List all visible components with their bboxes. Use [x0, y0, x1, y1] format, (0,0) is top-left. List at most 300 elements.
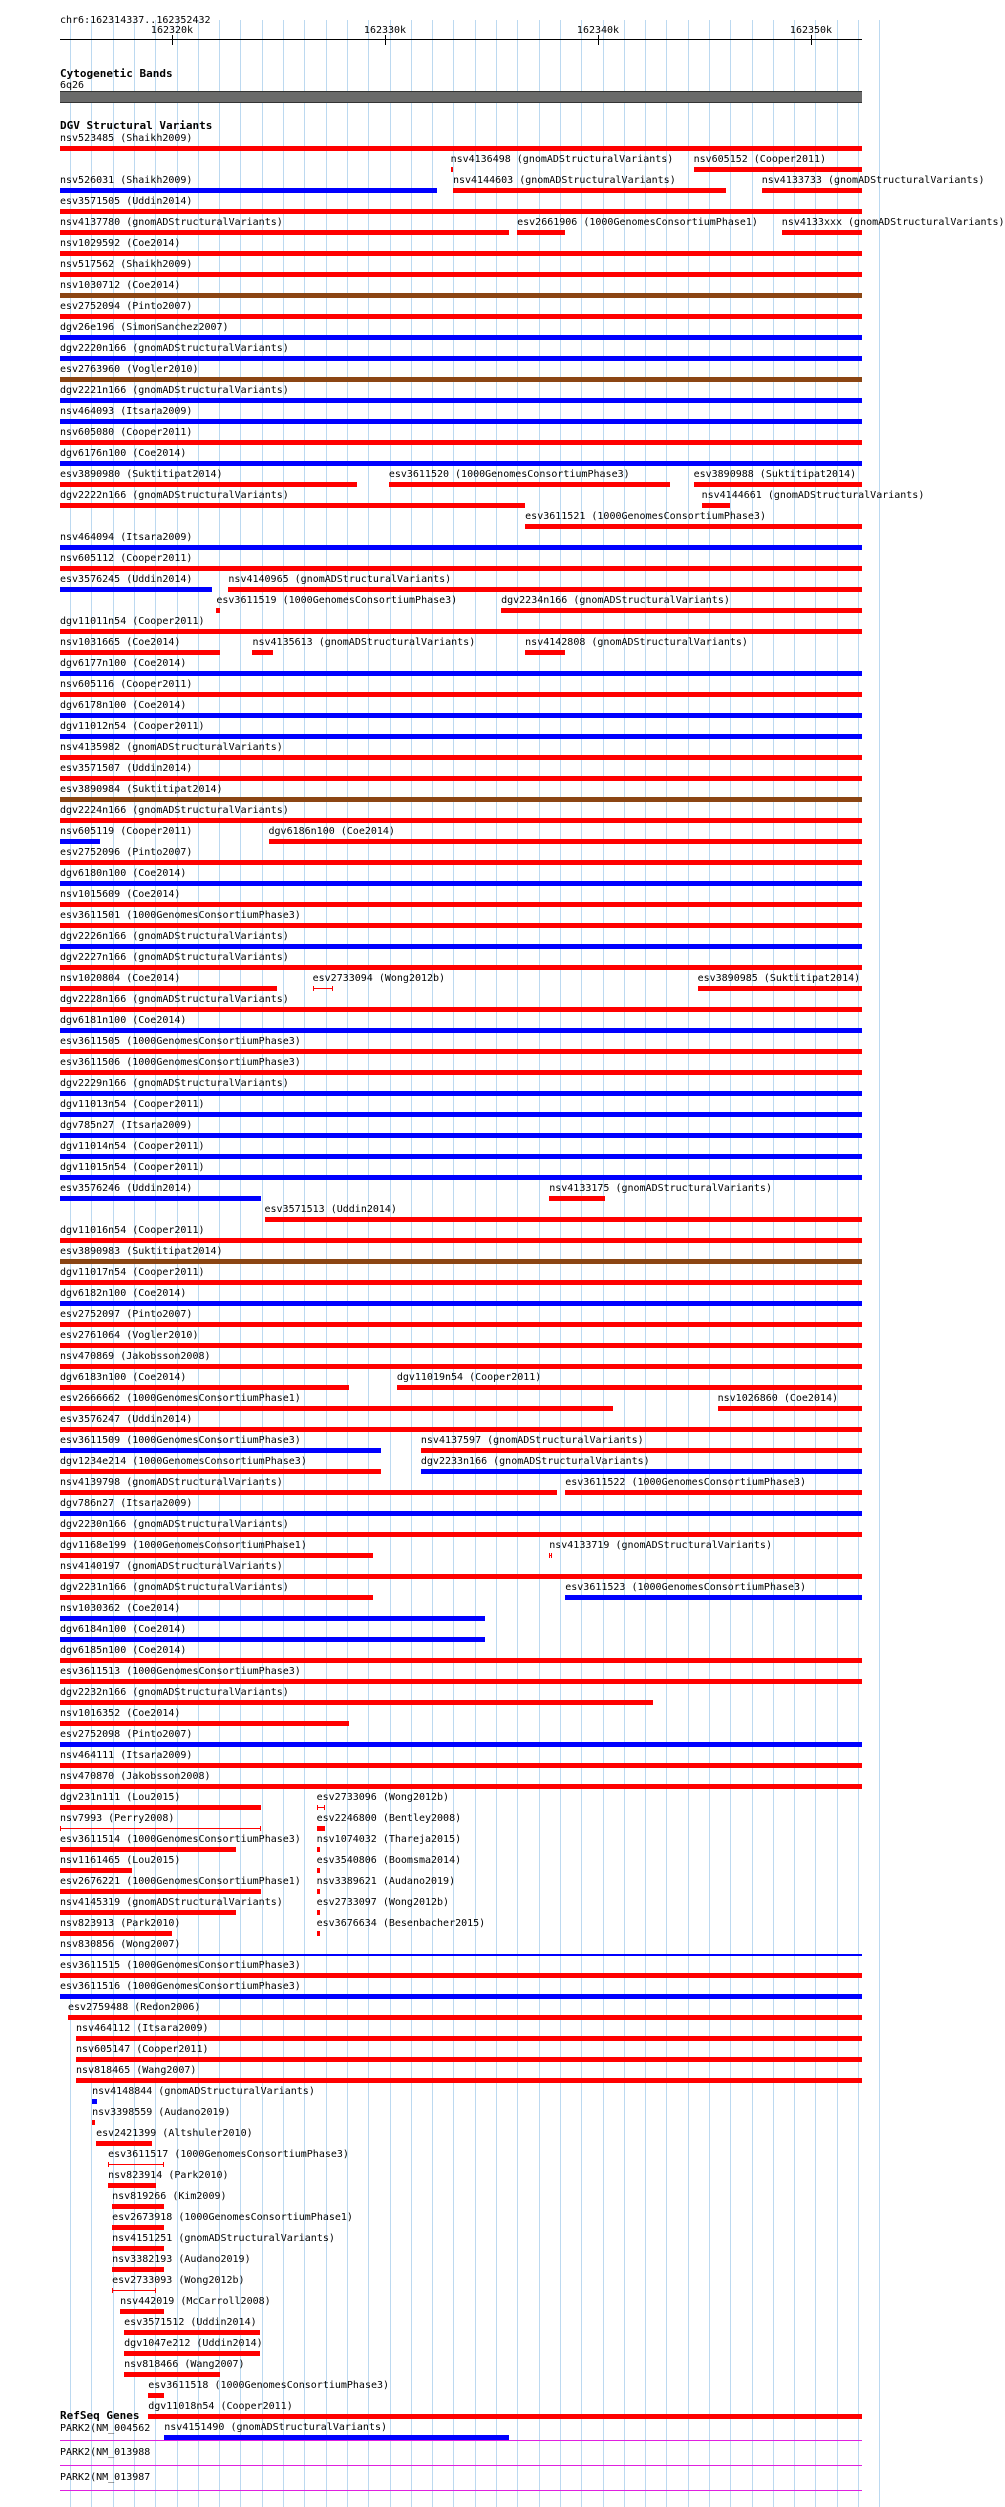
variant-bar[interactable] [525, 650, 565, 655]
variant-bar[interactable] [124, 2330, 260, 2335]
variant-label: nsv4142808 (gnomADStructuralVariants) [525, 637, 748, 648]
variant-bar[interactable] [148, 2393, 164, 2398]
variant-label: nsv605119 (Cooper2011) [60, 826, 193, 837]
variant-bar[interactable] [60, 1742, 862, 1747]
variant-label: dgv11018n54 (Cooper2011) [148, 2401, 293, 2412]
variant-bar[interactable] [313, 988, 333, 989]
variant-label: nsv1161465 (Lou2015) [60, 1855, 181, 1866]
variant-bar[interactable] [60, 419, 862, 424]
variant-label: nsv1030362 (Coe2014) [60, 1603, 181, 1614]
variant-label: nsv4151490 (gnomADStructuralVariants) [164, 2422, 388, 2433]
variant-label: esv3890984 (Suktitipat2014) [60, 784, 223, 795]
variant-label: nsv1015609 (Coe2014) [60, 889, 181, 900]
variant-label: esv2759488 (Redon2006) [68, 2002, 201, 2013]
dgv-track-title: DGV Structural Variants [60, 119, 213, 132]
variant-label: dgv231n111 (Lou2015) [60, 1792, 181, 1803]
variant-bar[interactable] [60, 1385, 349, 1390]
variant-label: nsv4136498 (gnomADStructuralVariants) [450, 154, 674, 165]
variant-bar[interactable] [60, 1259, 862, 1264]
variant-label: esv2733096 (Wong2012b) [316, 1792, 450, 1803]
variant-bar[interactable] [60, 1448, 381, 1453]
variant-bar[interactable] [397, 1385, 862, 1390]
variant-bar[interactable] [718, 1406, 862, 1411]
variant-bar[interactable] [60, 629, 862, 634]
variant-bar[interactable] [60, 1658, 862, 1663]
variant-bar[interactable] [216, 608, 220, 613]
gene-label: PARK2(NM_004562 [60, 2423, 151, 2434]
variant-label: nsv4140197 (gnomADStructuralVariants) [60, 1561, 283, 1572]
variant-bar[interactable] [60, 965, 862, 970]
variant-bar[interactable] [501, 608, 862, 613]
variant-bar[interactable] [762, 188, 862, 193]
variant-bar[interactable] [60, 881, 862, 886]
variant-label: nsv4137597 (gnomADStructuralVariants) [420, 1435, 644, 1446]
variant-bar[interactable] [60, 377, 862, 382]
variant-bar[interactable] [60, 440, 862, 445]
variant-label: nsv3382193 (Audano2019) [112, 2254, 251, 2265]
variant-bar[interactable] [60, 482, 357, 487]
variant-bar[interactable] [60, 230, 509, 235]
variant-bar[interactable] [60, 734, 862, 739]
variant-label: esv3611516 (1000GenomesConsortiumPhase3) [60, 1981, 301, 1992]
variant-label: dgv6182n100 (Coe2014) [60, 1288, 187, 1299]
variant-label: esv2752094 (Pinto2007) [60, 301, 193, 312]
variant-label: nsv464093 (Itsara2009) [60, 406, 193, 417]
variant-bar[interactable] [60, 1973, 862, 1978]
variant-bar[interactable] [60, 545, 862, 550]
variant-bar[interactable] [60, 1511, 862, 1516]
variant-bar[interactable] [60, 1910, 236, 1915]
variant-label: esv3611522 (1000GenomesConsortiumPhase3) [565, 1477, 807, 1488]
variant-label: nsv4133719 (gnomADStructuralVariants) [549, 1540, 772, 1551]
variant-label: nsv1016352 (Coe2014) [60, 1708, 181, 1719]
variant-bar[interactable] [60, 1343, 862, 1348]
variant-bar[interactable] [389, 482, 670, 487]
variant-bar[interactable] [60, 1238, 862, 1243]
variant-bar[interactable] [317, 1889, 320, 1894]
variant-label: esv3571505 (Uddin2014) [60, 196, 193, 207]
variant-tick [163, 2162, 164, 2167]
variant-label: esv3611518 (1000GenomesConsortiumPhase3) [148, 2380, 390, 2391]
variant-label: nsv818465 (Wang2007) [76, 2065, 197, 2076]
variant-bar[interactable] [76, 2078, 862, 2083]
ruler-label: 162320k [150, 25, 194, 36]
variant-label: dgv11016n54 (Cooper2011) [60, 1225, 205, 1236]
variant-bar[interactable] [421, 1448, 862, 1453]
variant-bar[interactable] [112, 2290, 156, 2291]
gene-label: PARK2(NM_013988 [60, 2447, 151, 2458]
variant-bar[interactable] [148, 2414, 862, 2419]
variant-label: nsv470869 (Jakobsson2008) [60, 1351, 211, 1362]
variant-tick [155, 2288, 156, 2293]
variant-label: nsv4137780 (gnomADStructuralVariants) [60, 217, 283, 228]
variant-bar[interactable] [108, 2164, 164, 2165]
variant-bar[interactable] [60, 1553, 373, 1558]
variant-bar[interactable] [60, 146, 862, 151]
ruler-tick [385, 35, 386, 45]
variant-label: nsv4135613 (gnomADStructuralVariants) [252, 637, 476, 648]
variant-bar[interactable] [317, 1931, 320, 1936]
variant-bar[interactable] [317, 1868, 320, 1873]
variant-label: dgv11011n54 (Cooper2011) [60, 616, 205, 627]
variant-label: esv3611506 (1000GenomesConsortiumPhase3) [60, 1057, 301, 1068]
variant-bar[interactable] [60, 1322, 862, 1327]
variant-bar[interactable] [269, 839, 862, 844]
variant-bar[interactable] [108, 2183, 156, 2188]
variant-label: esv2733094 (Wong2012b) [312, 973, 446, 984]
variant-tick [317, 1805, 318, 1810]
ruler-line [60, 39, 862, 40]
gene-label: PARK2(NM_013987 [60, 2472, 151, 2483]
variant-bar[interactable] [92, 2120, 95, 2125]
variant-bar[interactable] [565, 1595, 862, 1600]
variant-label: dgv2221n166 (gnomADStructuralVariants) [60, 385, 289, 396]
variant-bar[interactable] [60, 1679, 862, 1684]
variant-label: nsv605147 (Cooper2011) [76, 2044, 209, 2055]
variant-label: esv2666662 (1000GenomesConsortiumPhase1) [60, 1393, 301, 1404]
variant-label: dgv1234e214 (1000GenomesConsortiumPhase3) [60, 1456, 307, 1467]
variant-bar[interactable] [453, 188, 726, 193]
variant-bar[interactable] [60, 1196, 261, 1201]
variant-bar[interactable] [228, 587, 862, 592]
variant-label: dgv2226n166 (gnomADStructuralVariants) [60, 931, 289, 942]
variant-label: nsv1074032 (Thareja2015) [316, 1834, 462, 1845]
variant-label: dgv2227n166 (gnomADStructuralVariants) [60, 952, 289, 963]
variant-label: esv3611509 (1000GenomesConsortiumPhase3) [60, 1435, 301, 1446]
variant-label: nsv605152 (Cooper2011) [693, 154, 827, 165]
variant-bar[interactable] [782, 230, 862, 235]
variant-bar[interactable] [92, 2099, 97, 2104]
variant-bar[interactable] [60, 1154, 862, 1159]
gene-line[interactable] [60, 2465, 862, 2466]
variant-bar[interactable] [60, 1427, 862, 1432]
variant-label: nsv464111 (Itsara2009) [60, 1750, 193, 1761]
variant-label: nsv1026860 (Coe2014) [717, 1393, 839, 1404]
variant-bar[interactable] [317, 1826, 325, 1831]
variant-bar[interactable] [60, 293, 862, 298]
variant-label: esv3611501 (1000GenomesConsortiumPhase3) [60, 910, 301, 921]
variant-label: nsv464112 (Itsara2009) [76, 2023, 209, 2034]
variant-label: esv2421399 (Altshuler2010) [96, 2128, 253, 2139]
variant-bar[interactable] [60, 1595, 373, 1600]
variant-tick [452, 167, 453, 172]
variant-label: esv3571513 (Uddin2014) [264, 1204, 397, 1215]
variant-label: esv3890985 (Suktitipat2014) [697, 973, 861, 984]
variant-label: dgv1047e212 (Uddin2014) [124, 2338, 263, 2349]
variant-label: nsv4135982 (gnomADStructuralVariants) [60, 742, 283, 753]
variant-label: nsv3398559 (Audano2019) [92, 2107, 231, 2118]
variant-bar[interactable] [60, 503, 525, 508]
variant-tick [551, 1553, 552, 1558]
variant-label: nsv823913 (Park2010) [60, 1918, 181, 1929]
variant-label: dgv6180n100 (Coe2014) [60, 868, 187, 879]
variant-bar[interactable] [60, 1301, 862, 1306]
variant-label: esv3611519 (1000GenomesConsortiumPhase3) [216, 595, 458, 606]
variant-label: esv2246800 (Bentley2008) [316, 1813, 462, 1824]
variant-bar[interactable] [702, 503, 730, 508]
cytoband-label: 6q26 [60, 80, 85, 91]
variant-label: nsv1020804 (Coe2014) [60, 973, 181, 984]
variant-label: dgv6177n100 (Coe2014) [60, 658, 187, 669]
variant-bar[interactable] [60, 1805, 261, 1810]
variant-label: esv2676221 (1000GenomesConsortiumPhase1) [60, 1876, 301, 1887]
variant-bar[interactable] [76, 2036, 862, 2041]
variant-bar[interactable] [60, 566, 862, 571]
ruler-label: 162350k [789, 25, 833, 36]
variant-bar[interactable] [60, 1049, 862, 1054]
variant-label: esv2661906 (1000GenomesConsortiumPhase1) [517, 217, 758, 228]
variant-tick [112, 2288, 113, 2293]
variant-label: esv3571507 (Uddin2014) [60, 763, 193, 774]
variant-bar[interactable] [60, 1007, 862, 1012]
variant-bar[interactable] [60, 1828, 261, 1829]
grid-line [879, 20, 880, 2507]
variant-bar[interactable] [60, 1070, 862, 1075]
variant-bar[interactable] [60, 692, 862, 697]
variant-bar[interactable] [549, 1196, 605, 1201]
variant-tick [324, 1805, 325, 1810]
position-readout: chr6:162314337..162352432 [60, 15, 211, 26]
ruler-tick [598, 35, 599, 45]
variant-label: esv3676634 (Besenbacher2015) [316, 1918, 486, 1929]
cytoband[interactable] [60, 91, 862, 103]
variant-bar[interactable] [60, 209, 862, 214]
variant-bar[interactable] [60, 1490, 557, 1495]
variant-label: dgv2230n166 (gnomADStructuralVariants) [60, 1519, 289, 1530]
variant-bar[interactable] [60, 1280, 862, 1285]
variant-bar[interactable] [76, 2057, 862, 2062]
variant-label: dgv11017n54 (Cooper2011) [60, 1267, 205, 1278]
variant-label: nsv517562 (Shaikh2009) [60, 259, 193, 270]
variant-bar[interactable] [60, 1954, 862, 1956]
variant-label: esv3611513 (1000GenomesConsortiumPhase3) [60, 1666, 301, 1677]
variant-label: dgv11013n54 (Cooper2011) [60, 1099, 205, 1110]
variant-label: dgv2224n166 (gnomADStructuralVariants) [60, 805, 289, 816]
variant-bar[interactable] [112, 2204, 164, 2209]
variant-label: esv3611520 (1000GenomesConsortiumPhase3) [388, 469, 630, 480]
variant-label: dgv6181n100 (Coe2014) [60, 1015, 187, 1026]
variant-bar[interactable] [60, 818, 862, 823]
variant-label: nsv4139798 (gnomADStructuralVariants) [60, 1477, 283, 1488]
variant-label: nsv1030712 (Coe2014) [60, 280, 181, 291]
variant-bar[interactable] [60, 776, 862, 781]
variant-label: esv3890988 (Suktitipat2014) [693, 469, 857, 480]
variant-bar[interactable] [60, 923, 862, 928]
variant-label: dgv2220n166 (gnomADStructuralVariants) [60, 343, 289, 354]
variant-label: dgv1168e199 (1000GenomesConsortiumPhase1) [60, 1540, 307, 1551]
variant-bar[interactable] [60, 1994, 862, 1999]
variant-bar[interactable] [124, 2372, 220, 2377]
variant-bar[interactable] [60, 1763, 862, 1768]
variant-label: dgv6184n100 (Coe2014) [60, 1624, 187, 1635]
variant-bar[interactable] [60, 1091, 862, 1096]
variant-tick [108, 2162, 109, 2167]
variant-bar[interactable] [60, 1889, 261, 1894]
variant-label: nsv4151251 (gnomADStructuralVariants) [112, 2233, 335, 2244]
variant-label: dgv6176n100 (Coe2014) [60, 448, 187, 459]
variant-label: nsv605080 (Cooper2011) [60, 427, 193, 438]
variant-bar[interactable] [694, 482, 862, 487]
variant-bar[interactable] [60, 860, 862, 865]
variant-label: dgv2233n166 (gnomADStructuralVariants) [420, 1456, 650, 1467]
variant-label: esv3611515 (1000GenomesConsortiumPhase3) [60, 1960, 301, 1971]
variant-label: esv3890980 (Suktitipat2014) [60, 469, 223, 480]
variant-bar[interactable] [112, 2225, 164, 2230]
variant-label: esv3540806 (Boomsma2014) [316, 1855, 462, 1866]
variant-label: dgv11015n54 (Cooper2011) [60, 1162, 205, 1173]
variant-label: nsv830856 (Wong2007) [60, 1939, 181, 1950]
variant-bar[interactable] [96, 2141, 152, 2146]
variant-bar[interactable] [60, 188, 437, 193]
variant-label: dgv6185n100 (Coe2014) [60, 1645, 187, 1656]
variant-bar[interactable] [112, 2246, 164, 2251]
variant-bar[interactable] [60, 314, 862, 319]
variant-label: esv2763960 (Vogler2010) [60, 364, 199, 375]
variant-label: esv2752097 (Pinto2007) [60, 1309, 193, 1320]
variant-label: dgv2228n166 (gnomADStructuralVariants) [60, 994, 289, 1005]
variant-bar[interactable] [60, 251, 862, 256]
variant-bar[interactable] [124, 2351, 260, 2356]
variant-label: esv2733097 (Wong2012b) [316, 1897, 450, 1908]
variant-bar[interactable] [694, 167, 862, 172]
variant-bar[interactable] [317, 1910, 320, 1915]
variant-bar[interactable] [60, 1532, 862, 1537]
variant-bar[interactable] [60, 713, 862, 718]
variant-bar[interactable] [60, 398, 862, 403]
variant-label: nsv523485 (Shaikh2009) [60, 133, 193, 144]
variant-bar[interactable] [60, 1469, 381, 1474]
variant-bar[interactable] [120, 2309, 164, 2314]
variant-bar[interactable] [60, 1028, 862, 1033]
variant-label: esv2733093 (Wong2012b) [112, 2275, 245, 2286]
variant-label: esv3611523 (1000GenomesConsortiumPhase3) [565, 1582, 807, 1593]
variant-bar[interactable] [60, 902, 862, 907]
variant-label: dgv2222n166 (gnomADStructuralVariants) [60, 490, 289, 501]
variant-bar[interactable] [60, 1931, 172, 1936]
variant-label: nsv819266 (Kim2009) [112, 2191, 227, 2202]
variant-bar[interactable] [60, 1175, 862, 1180]
variant-bar[interactable] [60, 1868, 132, 1873]
variant-label: nsv7993 (Perry2008) [60, 1813, 175, 1824]
variant-bar[interactable] [60, 1406, 613, 1411]
variant-bar[interactable] [60, 1112, 862, 1117]
ruler-tick [811, 35, 812, 45]
variant-label: nsv4133733 (gnomADStructuralVariants) [761, 175, 985, 186]
variant-label: nsv605112 (Cooper2011) [60, 553, 193, 564]
variant-bar[interactable] [517, 230, 565, 235]
variant-label: esv3890983 (Suktitipat2014) [60, 1246, 223, 1257]
variant-bar[interactable] [698, 986, 862, 991]
variant-label: nsv4145319 (gnomADStructuralVariants) [60, 1897, 283, 1908]
variant-tick [332, 986, 333, 991]
variant-bar[interactable] [60, 1847, 236, 1852]
variant-label: dgv6186n100 (Coe2014) [268, 826, 395, 837]
gene-line[interactable] [60, 2440, 862, 2441]
refseq-track-title: RefSeq Genes [60, 2409, 140, 2422]
ruler-tick [172, 35, 173, 45]
variant-bar[interactable] [60, 356, 862, 361]
variant-bar[interactable] [60, 1574, 862, 1579]
variant-label: dgv785n27 (Itsara2009) [60, 1120, 193, 1131]
ruler-label: 162340k [576, 25, 620, 36]
variant-bar[interactable] [60, 1637, 485, 1642]
variant-bar[interactable] [60, 272, 862, 277]
ruler-label: 162330k [363, 25, 407, 36]
variant-label: esv3611517 (1000GenomesConsortiumPhase3) [108, 2149, 349, 2160]
variant-label: esv2752096 (Pinto2007) [60, 847, 193, 858]
variant-label: nsv526031 (Shaikh2009) [60, 175, 193, 186]
variant-label: nsv4144661 (gnomADStructuralVariants) [701, 490, 925, 501]
variant-bar[interactable] [252, 650, 272, 655]
variant-label: esv2673918 (1000GenomesConsortiumPhase1) [112, 2212, 353, 2223]
variant-label: nsv1029592 (Coe2014) [60, 238, 181, 249]
variant-bar[interactable] [60, 944, 862, 949]
variant-label: dgv11014n54 (Cooper2011) [60, 1141, 205, 1152]
variant-bar[interactable] [60, 986, 277, 991]
variant-label: dgv26e196 (SimonSanchez2007) [60, 322, 229, 333]
variant-label: dgv786n27 (Itsara2009) [60, 1498, 193, 1509]
variant-label: nsv818466 (Wang2007) [124, 2359, 245, 2370]
variant-bar[interactable] [265, 1217, 862, 1222]
variant-tick [60, 1826, 61, 1831]
variant-label: dgv6178n100 (Coe2014) [60, 700, 187, 711]
variant-label: nsv4148844 (gnomADStructuralVariants) [92, 2086, 315, 2097]
variant-bar[interactable] [112, 2267, 164, 2272]
variant-bar[interactable] [421, 1469, 862, 1474]
variant-tick [313, 986, 314, 991]
variant-label: dgv11019n54 (Cooper2011) [396, 1372, 542, 1383]
variant-label: nsv605116 (Cooper2011) [60, 679, 193, 690]
variant-bar[interactable] [60, 650, 220, 655]
cytogenetic-track-title: Cytogenetic Bands [60, 67, 173, 80]
variant-bar[interactable] [60, 839, 100, 844]
variant-bar[interactable] [60, 1616, 485, 1621]
variant-label: dgv2231n166 (gnomADStructuralVariants) [60, 1582, 289, 1593]
variant-bar[interactable] [60, 755, 862, 760]
variant-label: dgv2229n166 (gnomADStructuralVariants) [60, 1078, 289, 1089]
variant-label: esv3576245 (Uddin2014) [60, 574, 193, 585]
variant-label: dgv2232n166 (gnomADStructuralVariants) [60, 1687, 289, 1698]
variant-bar[interactable] [60, 797, 862, 802]
variant-bar[interactable] [60, 1133, 862, 1138]
variant-bar[interactable] [317, 1847, 320, 1852]
variant-label: nsv3389621 (Audano2019) [316, 1876, 456, 1887]
variant-label: esv3571512 (Uddin2014) [124, 2317, 257, 2328]
variant-bar[interactable] [60, 1784, 862, 1789]
variant-bar[interactable] [68, 2015, 862, 2020]
variant-label: dgv6183n100 (Coe2014) [60, 1372, 187, 1383]
variant-bar[interactable] [60, 671, 862, 676]
variant-bar[interactable] [565, 1490, 862, 1495]
variant-label: esv2752098 (Pinto2007) [60, 1729, 193, 1740]
variant-bar[interactable] [60, 1721, 349, 1726]
variant-bar[interactable] [60, 461, 862, 466]
variant-bar[interactable] [525, 524, 862, 529]
variant-bar[interactable] [60, 1700, 653, 1705]
variant-bar[interactable] [60, 335, 862, 340]
variant-tick [260, 1826, 261, 1831]
gene-line[interactable] [60, 2490, 862, 2491]
variant-label: nsv4140965 (gnomADStructuralVariants) [228, 574, 452, 585]
variant-label: nsv1031665 (Coe2014) [60, 637, 181, 648]
variant-label: nsv4133175 (gnomADStructuralVariants) [549, 1183, 772, 1194]
ruler [60, 27, 862, 45]
variant-label: nsv464094 (Itsara2009) [60, 532, 193, 543]
variant-bar[interactable] [60, 587, 212, 592]
variant-bar[interactable] [60, 1364, 862, 1369]
variant-label: esv3576247 (Uddin2014) [60, 1414, 193, 1425]
variant-label: nsv4144603 (gnomADStructuralVariants) [452, 175, 676, 186]
